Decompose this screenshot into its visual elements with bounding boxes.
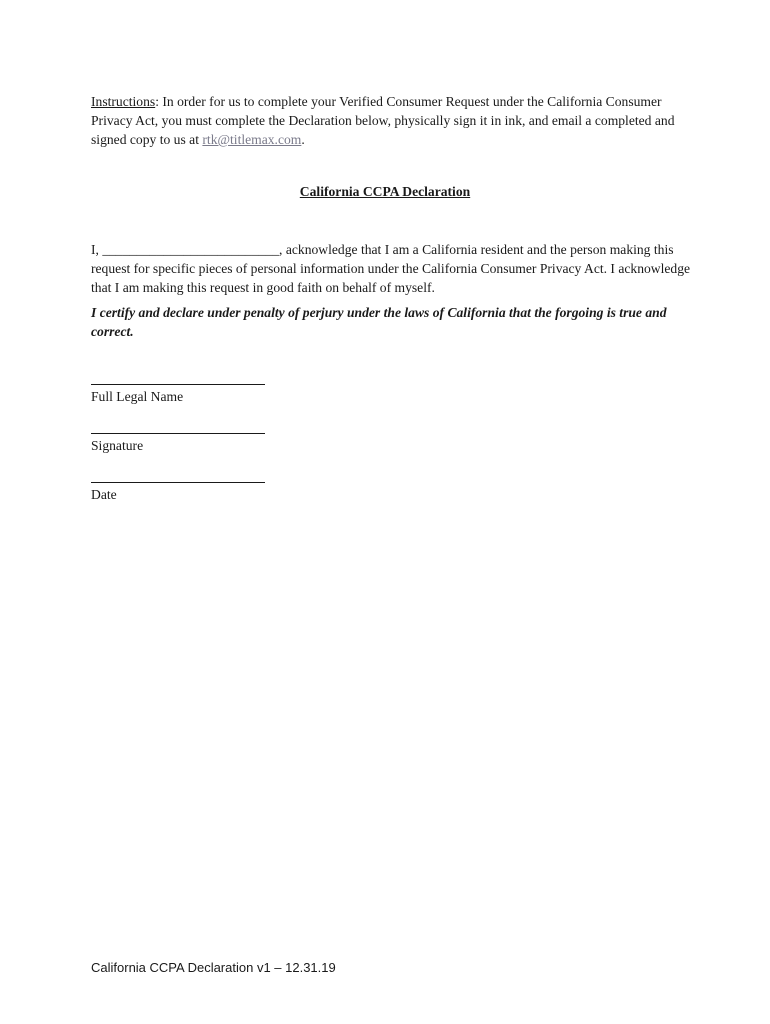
declaration-paragraph: I, __________________________, acknowledge that I am a California resident and the person making this request for specific pieces of personal information under the California Consumer Privacy Act. I acknowledge that I am making this request in good faith on behalf of myself.	[91, 242, 691, 295]
page-footer: California CCPA Declaration v1 – 12.31.19	[91, 960, 336, 975]
full-legal-name-field[interactable]	[91, 384, 266, 405]
instructions-text: : In order for us to complete your Verified Consumer Request under the California Consumer Privacy Act, you must complete the Declaration below, physically sign it in ink, and email a completed and signed copy to us at	[91, 94, 675, 147]
instructions-text-end: .	[301, 132, 305, 147]
date-field[interactable]	[91, 482, 266, 503]
signature-label: Signature	[91, 438, 144, 453]
signature-line[interactable]	[91, 433, 265, 434]
document-title: California CCPA Declaration	[299, 184, 471, 199]
full-legal-name-line[interactable]	[91, 384, 265, 385]
certify-statement: I certify and declare under penalty of perjury under the laws of California that the forgoing is true and correct.	[91, 305, 667, 339]
instructions-paragraph	[91, 92, 691, 149]
date-label: Date	[91, 487, 117, 502]
date-line[interactable]	[91, 482, 265, 483]
email-link[interactable]: rtk@titlemax.com	[202, 132, 302, 147]
instructions-label: Instructions	[91, 94, 156, 109]
signature-field[interactable]	[91, 433, 266, 454]
full-legal-name-label: Full Legal Name	[91, 389, 184, 404]
